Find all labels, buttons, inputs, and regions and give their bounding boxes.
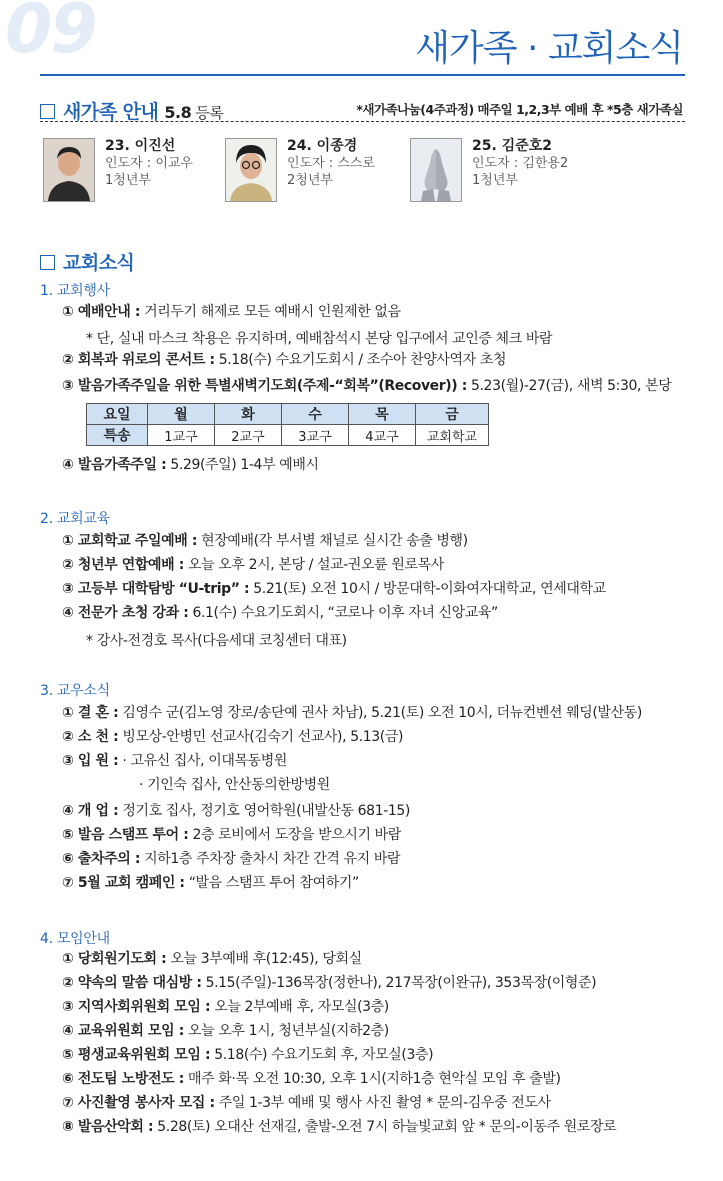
list-item: ② 소 천 : 빙모상-안병민 선교사(김숙기 선교사), 5.13(금) <box>62 729 404 745</box>
newfamily-note: *새가족나눔(4주과정) 매주일 1,2,3부 예배 후 *5층 새가족실 <box>356 102 683 117</box>
list-item: ⑥ 출차주의 : 지하1층 주차장 출차시 차간 간격 유지 바람 <box>62 851 401 867</box>
schedule-table <box>86 403 489 446</box>
newfamily-title: 새가족 안내 <box>63 101 159 123</box>
list-item: ⑤ 평생교육위원회 모임 : 5.18(수) 수요기도회 후, 자모실(3층) <box>62 1047 434 1063</box>
table-cell: 교회학교 <box>416 425 489 446</box>
news-title: 교회소식 <box>63 252 135 274</box>
person-photo <box>225 138 277 202</box>
table-row <box>87 425 489 446</box>
list-item: ④ 전문가 초청 강좌 : 6.1(수) 수요기도회시, “코로나 이후 자녀 신앙교육” <box>62 605 498 621</box>
praying-hands-icon <box>410 138 462 202</box>
newfamily-person <box>43 138 193 202</box>
table-cell: 특송 <box>87 425 148 446</box>
table-cell: 금 <box>416 404 489 425</box>
list-item: ② 청년부 연합예배 : 오늘 오후 2시, 본당 / 설교-권오륜 원로목사 <box>62 557 444 573</box>
table-cell: 1교구 <box>148 425 215 446</box>
person-name: 25. 김준호2 <box>472 138 552 154</box>
section-title: 2. 교회교육 <box>40 511 110 527</box>
news-heading <box>40 248 134 275</box>
newfamily-divider <box>40 121 685 122</box>
square-bullet-icon <box>40 104 55 119</box>
list-item: ④ 교육위원회 모임 : 오늘 오후 1시, 청년부실(지하2층) <box>62 1023 389 1039</box>
page-number: 09 <box>5 0 96 69</box>
section-title: 3. 교우소식 <box>40 683 110 699</box>
list-item: ④ 개 업 : 정기호 집사, 정기호 영어학원(내발산동 681-15) <box>62 803 410 819</box>
list-item: ④ 발음가족주일 : 5.29(주일) 1-4부 예배시 <box>62 457 319 473</box>
list-item: ⑦ 사진촬영 봉사자 모집 : 주일 1-3부 예배 및 행사 사진 촬영 * 문의-김우중 전도사 <box>62 1095 551 1111</box>
person-guide: 인도자 : 스스로 <box>287 156 375 171</box>
list-item: ③ 고등부 대학탐방 “U-trip” : 5.21(토) 오전 10시 / 방문대학-이화여자대학교, 연세대학교 <box>62 581 606 597</box>
list-item: ③ 지역사회위원회 모임 : 오늘 2부예배 후, 자모실(3층) <box>62 999 389 1015</box>
person-dept: 1청년부 <box>472 173 518 188</box>
list-item: ⑧ 발음산악회 : 5.28(토) 오대산 선재길, 출발-오전 7시 하늘빛교회 앞 * 문의-이동주 원로장로 <box>62 1119 617 1135</box>
list-note: * 강사-전경호 목사(다음세대 코칭센터 대표) <box>86 633 347 649</box>
list-note: * 단, 실내 마스크 착용은 유지하며, 예배참석시 본당 입구에서 교인증 체크 바람 <box>86 331 553 347</box>
table-cell: 화 <box>215 404 282 425</box>
square-bullet-icon <box>40 255 55 270</box>
list-item: ③ 입 원 : · 고유신 집사, 이대목동병원 <box>62 753 287 769</box>
section-title: 4. 모임안내 <box>40 931 110 947</box>
table-header-row <box>87 404 489 425</box>
person-guide: 인도자 : 김한용2 <box>472 156 569 171</box>
table-cell: 2교구 <box>215 425 282 446</box>
list-item: ① 결 혼 : 김영수 군(김노영 장로/송단예 권사 차남), 5.21(토) 오전 10시, 더뉴컨벤션 웨딩(발산동) <box>62 705 642 721</box>
list-item: ⑥ 전도팀 노방전도 : 매주 화·목 오전 10:30, 오후 1시(지하1층 현악실 모임 후 출발) <box>62 1071 561 1087</box>
section-title: 1. 교회행사 <box>40 283 110 299</box>
person-guide: 인도자 : 이교우 <box>105 156 193 171</box>
list-item: ① 교회학교 주일예배 : 현장예배(각 부서별 채널로 실시간 송출 병행) <box>62 533 468 549</box>
table-cell: 3교구 <box>282 425 349 446</box>
person-dept: 1청년부 <box>105 173 151 188</box>
newfamily-heading <box>40 97 223 124</box>
newfamily-date: 5.8 <box>164 103 192 122</box>
table-cell: 목 <box>349 404 416 425</box>
list-item: ⑦ 5월 교회 캠페인 : “발음 스탬프 투어 참여하기” <box>62 875 359 891</box>
person-name: 24. 이종경 <box>287 138 358 154</box>
person-photo <box>43 138 95 202</box>
list-item: ① 당회원기도회 : 오늘 3부예배 후(12:45), 당회실 <box>62 951 362 967</box>
list-item: ② 약속의 말씀 대심방 : 5.15(주일)-136목장(정한나), 217목장(이완규), 353목장(이형준) <box>62 975 597 991</box>
person-name: 23. 이진선 <box>105 138 176 154</box>
list-item: ② 회복과 위로의 콘서트 : 5.18(수) 수요기도회시 / 조수아 찬양사역자 초청 <box>62 352 507 368</box>
person-dept: 2청년부 <box>287 173 333 188</box>
newfamily-reg: 등록 <box>195 104 224 122</box>
page-title: 새가족 · 교회소식 <box>415 28 683 69</box>
newfamily-person <box>225 138 375 202</box>
table-cell: 월 <box>148 404 215 425</box>
table-cell: 요일 <box>87 404 148 425</box>
list-item: · 기인숙 집사, 안산동의한방병원 <box>139 777 330 793</box>
list-item: ① 예배안내 : 거리두기 해제로 모든 예배시 인원제한 없음 <box>62 304 401 320</box>
table-cell: 수 <box>282 404 349 425</box>
list-item: ③ 발음가족주일을 위한 특별새벽기도회(주제-“회복”(Recover)) : 5.23(월)-27(금), 새벽 5:30, 본당 <box>62 378 672 394</box>
list-item: ⑤ 발음 스탬프 투어 : 2층 로비에서 도장을 받으시기 바람 <box>62 827 401 843</box>
table-cell: 4교구 <box>349 425 416 446</box>
title-divider <box>40 74 685 76</box>
newfamily-person <box>410 138 568 202</box>
